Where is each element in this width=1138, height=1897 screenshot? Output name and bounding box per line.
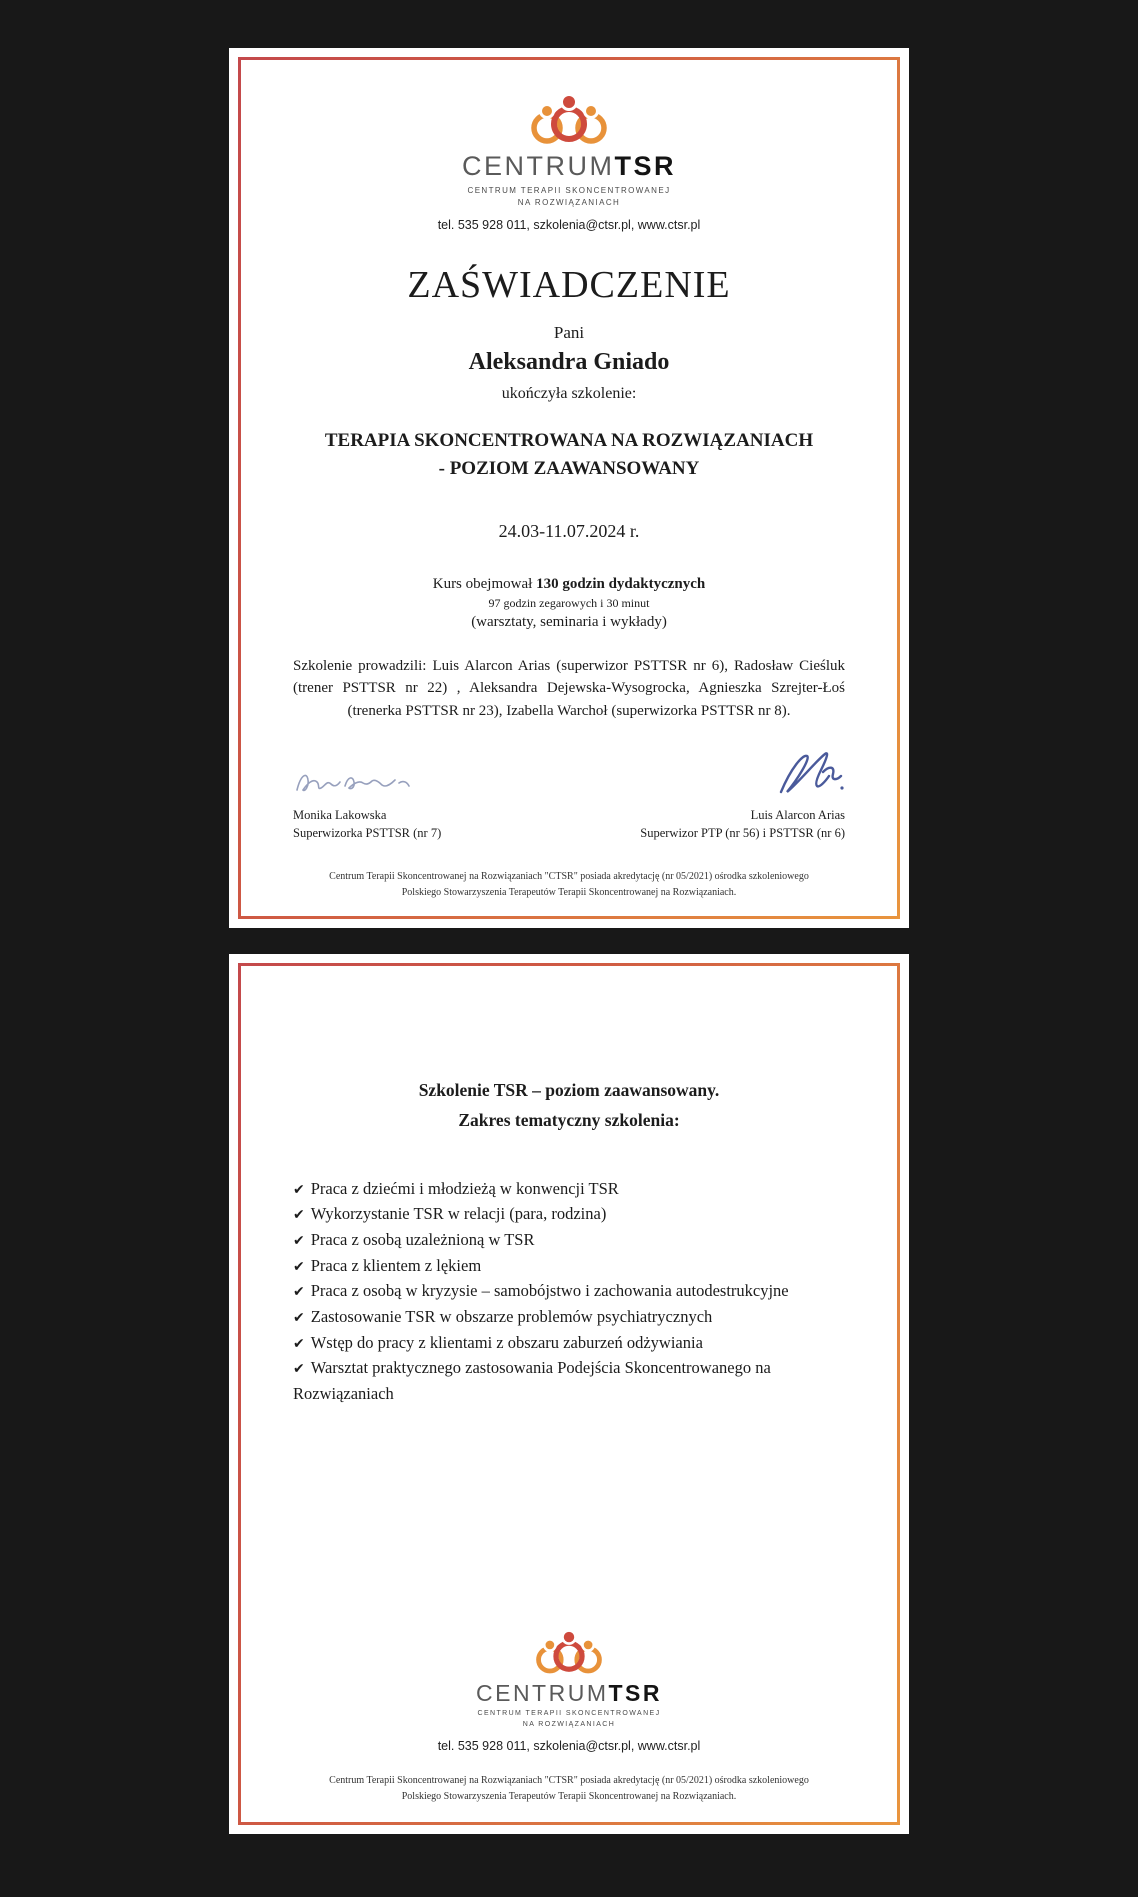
contact-line: tel. 535 928 011, szkolenia@ctsr.pl, www.ctsr.pl xyxy=(437,217,701,232)
list-item xyxy=(293,1176,845,1202)
brand-tagline-line1: CENTRUM TERAPII SKONCENTROWANEJ xyxy=(467,185,671,195)
accreditation-line2: Polskiego Stowarzyszenia Terapeutów Terapii Skoncentrowanej na Rozwiązaniach. xyxy=(401,886,737,898)
signer-right-name: Luis Alarcon Arias xyxy=(750,808,845,823)
brand-tagline-line2: NA ROZWIĄZANIACH xyxy=(517,197,621,207)
list-item-text: Zastosowanie TSR w obszarze problemów psychiatrycznych xyxy=(310,1306,713,1326)
certificate-title: ZAŚWIADCZENIE xyxy=(407,263,731,306)
list-item-text: Wstęp do pracy z klientami z obszaru zaburzeń odżywiania xyxy=(310,1332,703,1352)
signer-right-title: Superwizor PTP (nr 56) i PSTTSR (nr 6) xyxy=(640,826,845,841)
syllabus-heading xyxy=(419,1076,720,1136)
accreditation-line2: Polskiego Stowarzyszenia Terapeutów Terapii Skoncentrowanej na Rozwiązaniach. xyxy=(401,1790,737,1802)
brand-tagline xyxy=(468,185,671,209)
check-icon: ✔ xyxy=(293,1181,305,1198)
signatures-row xyxy=(293,748,845,842)
course-hours-type: (warsztaty, seminaria i wykłady) xyxy=(471,613,667,630)
list-item xyxy=(293,1304,845,1330)
course-title xyxy=(325,427,813,482)
check-icon: ✔ xyxy=(293,1232,305,1249)
brand-name xyxy=(476,1681,662,1706)
list-item-text: Wykorzystanie TSR w relacji (para, rodzina) xyxy=(310,1204,607,1224)
certificate-page xyxy=(229,48,909,928)
check-icon: ✔ xyxy=(293,1284,305,1301)
accreditation-footer xyxy=(329,869,809,916)
list-item-text: Praca z klientem z lękiem xyxy=(310,1255,482,1275)
trainers-paragraph: Szkolenie prowadzili: Luis Alarcon Arias (superwizor PSTTSR nr 6), Radosław Cieśluk (trener PSTTSR nr 22) , Aleksandra Dejewska-Wysogrocka, Agnieszka Szrejter-Łoś (trenerka PSTTSR nr 23), Izabella Warchoł (superwizorka PSTTSR nr 8). xyxy=(293,657,845,719)
syllabus-content xyxy=(241,966,897,1822)
contact-line: tel. 535 928 011, szkolenia@ctsr.pl, www.ctsr.pl xyxy=(437,1739,701,1753)
centrum-tsr-logo-block xyxy=(438,1623,701,1753)
check-icon: ✔ xyxy=(293,1335,305,1352)
gradient-border-frame xyxy=(238,963,900,1825)
signature-block-left xyxy=(293,766,441,842)
syllabus-page xyxy=(229,954,909,1834)
list-item-text: Praca z dziećmi i młodzieżą w konwencji TSR xyxy=(310,1178,619,1198)
course-hours xyxy=(433,576,706,593)
list-item xyxy=(293,1201,845,1227)
brand-name xyxy=(462,152,676,182)
course-hours-bold: 130 godzin dydaktycznych xyxy=(536,575,706,592)
check-icon: ✔ xyxy=(293,1361,305,1378)
centrum-tsr-logo-block xyxy=(438,86,701,232)
people-logo-icon xyxy=(529,1623,609,1679)
syllabus-list xyxy=(293,1176,845,1407)
list-item xyxy=(293,1330,845,1356)
course-hours-detail: 97 godzin zegarowych i 30 minut xyxy=(488,595,650,610)
list-item xyxy=(293,1278,845,1304)
gradient-border-frame xyxy=(238,57,900,919)
certificate-content xyxy=(241,60,897,916)
course-title-line1: TERAPIA SKONCENTROWANA NA ROZWIĄZANIACH xyxy=(324,430,814,452)
list-item xyxy=(293,1253,845,1279)
brand-tagline-line2: NA ROZWIĄZANIACH xyxy=(522,1720,616,1728)
brand-name-centrum: CENTRUM xyxy=(476,1679,609,1706)
brand-tagline-line1: CENTRUM TERAPII SKONCENTROWANEJ xyxy=(477,1710,661,1717)
brand-name-tsr: TSR xyxy=(608,1679,662,1706)
list-item-text: Warsztat praktycznego zastosowania Podejścia Skoncentrowanego na Rozwiązaniach xyxy=(293,1358,771,1403)
accreditation-line1: Centrum Terapii Skoncentrowanej na Rozwiązaniach "CTSR" posiada akredytację (nr 05/2021) ośrodka szkoleniowego xyxy=(329,1775,809,1786)
course-hours-prefix: Kurs obejmował xyxy=(432,575,537,592)
signature-block-right xyxy=(640,748,845,842)
check-icon: ✔ xyxy=(293,1309,305,1326)
check-icon: ✔ xyxy=(293,1258,305,1275)
syllabus-heading-line1: Szkolenie TSR – poziom zaawansowany. xyxy=(418,1080,720,1100)
completed-text: ukończyła szkolenie: xyxy=(501,385,637,403)
list-item xyxy=(293,1355,845,1406)
course-title-line2: - POZIOM ZAAWANSOWANY xyxy=(438,458,700,480)
accreditation-footer xyxy=(329,1773,809,1822)
brand-tagline xyxy=(477,1709,660,1730)
list-item xyxy=(293,1227,845,1253)
signer-left-title: Superwizorka PSTTSR (nr 7) xyxy=(293,826,442,841)
salutation: Pani xyxy=(553,323,585,343)
list-item-text: Praca z osobą uzależnioną w TSR xyxy=(310,1229,535,1249)
brand-name-tsr: TSR xyxy=(614,151,676,181)
list-item-text: Praca z osobą w kryzysie – samobójstwo i zachowania autodestrukcyjne xyxy=(310,1281,789,1301)
brand-name-centrum: CENTRUM xyxy=(462,151,615,181)
check-icon: ✔ xyxy=(293,1207,305,1224)
course-date: 24.03-11.07.2024 r. xyxy=(498,520,640,541)
signer-left-name: Monika Lakowska xyxy=(293,808,387,823)
syllabus-heading-line2: Zakres tematyczny szkolenia: xyxy=(458,1109,680,1130)
accreditation-line1: Centrum Terapii Skoncentrowanej na Rozwiązaniach "CTSR" posiada akredytację (nr 05/2021) ośrodka szkoleniowego xyxy=(329,871,809,882)
recipient-name: Aleksandra Gniado xyxy=(468,349,670,376)
handwritten-signature-left-icon xyxy=(293,766,413,800)
handwritten-signature-right-icon xyxy=(773,748,845,800)
people-logo-icon xyxy=(523,86,615,150)
